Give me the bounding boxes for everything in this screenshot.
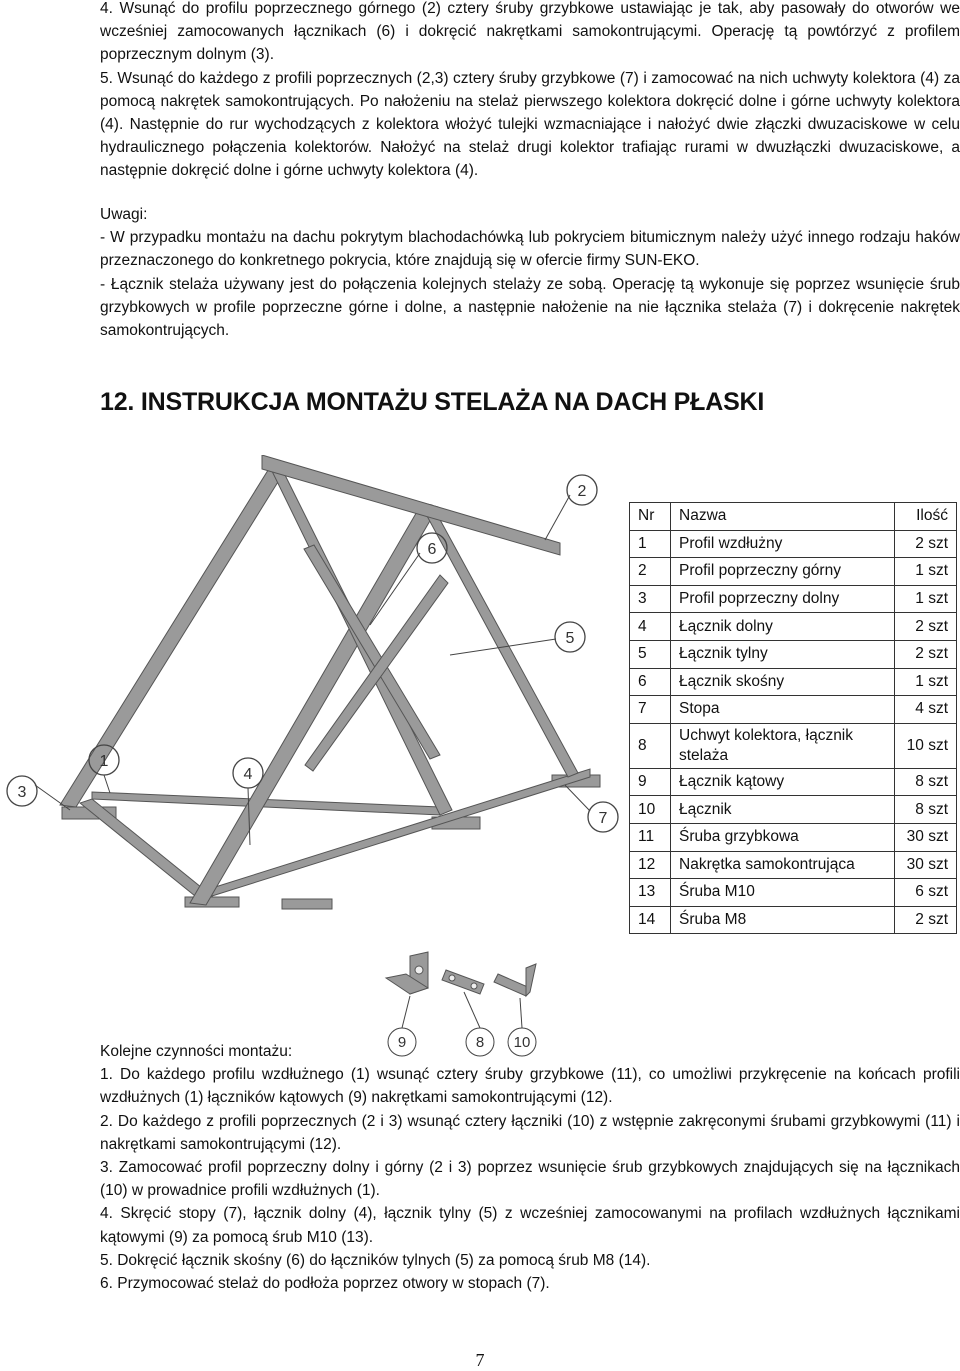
notes-heading: Uwagi: xyxy=(100,206,148,223)
figure-label: 6 xyxy=(427,541,437,558)
part-quantity: 8 szt xyxy=(895,796,957,824)
assembly-heading: Kolejne czynności montażu: xyxy=(100,1043,293,1060)
part-number: 12 xyxy=(630,851,671,879)
part-name: Łącznik xyxy=(671,796,895,824)
figure-label: 7 xyxy=(598,810,608,827)
part-quantity: 4 szt xyxy=(895,696,957,724)
part-quantity: 10 szt xyxy=(895,723,957,768)
part-number: 2 xyxy=(630,558,671,586)
part-number: 10 xyxy=(630,796,671,824)
assembly-step: 6. Przymocować stelaż do podłoża poprzez otwory w stopach (7). xyxy=(100,1275,550,1293)
parts-label: 8 xyxy=(475,1034,485,1051)
part-number: 3 xyxy=(630,585,671,613)
frame-diagram xyxy=(0,455,625,955)
part-quantity: 2 szt xyxy=(895,613,957,641)
assembly-step: 5. Dokręcić łącznik skośny (6) do łączników tylnych (5) za pomocą śrub M8 (14). xyxy=(100,1251,651,1269)
table-row xyxy=(630,823,957,851)
table-row xyxy=(630,585,957,613)
part-number: 13 xyxy=(630,879,671,907)
paragraph-step-4: 4. Wsunąć do profilu poprzecznego górnego (2) cztery śruby grzybkowe ustawiając je tak, aby pasowały do otworów we wcześniej zamocowanych łącznikach (6) i dokręcić nakrętkami samokontrującymi. Operację tą powtórzyć z profilem poprzecznym dolnym (3). xyxy=(100,0,960,64)
part-number: 1 xyxy=(630,530,671,558)
table-row xyxy=(630,879,957,907)
part-name: Stopa xyxy=(671,696,895,724)
part-number: 14 xyxy=(630,906,671,934)
parts-label: 9 xyxy=(397,1034,407,1051)
part-name: Profil poprzeczny górny xyxy=(671,558,895,586)
part-name: Śruba M10 xyxy=(671,879,895,907)
part-number: 5 xyxy=(630,640,671,668)
table-row xyxy=(630,668,957,696)
assembly-steps xyxy=(100,1040,960,1295)
table-row xyxy=(630,906,957,934)
part-quantity: 8 szt xyxy=(895,768,957,796)
assembly-step: 4. Skręcić stopy (7), łącznik dolny (4), łącznik tylny (5) z wcześniej zamocowanymi na profilach wzdłużnych łącznikami kątowymi (9) za pomocą śrub M10 (13). xyxy=(100,1205,960,1246)
table-row xyxy=(630,768,957,796)
part-quantity: 30 szt xyxy=(895,823,957,851)
parts-label: 10 xyxy=(513,1034,531,1051)
part-name: Łącznik tylny xyxy=(671,640,895,668)
assembly-step: 3. Zamocować profil poprzeczny dolny i górny (2 i 3) poprzez wsunięcie śrub grzybkowych znajdujących się na łącznikach (10) w prowadnice profili wzdłużnych (1). xyxy=(100,1159,960,1200)
table-row xyxy=(630,530,957,558)
part-name: Profil wzdłużny xyxy=(671,530,895,558)
part-name: Śruba grzybkowa xyxy=(671,823,895,851)
paragraph-step-5: 5. Wsunąć do każdego z profili poprzecznych (2,3) cztery śruby grzybkowe (7) i zamocować na nich uchwyty kolektora (4) za pomocą nakrętek samokontrujących. Po nałożeniu na stelaż pierwszego kolektora dokręcić dolne i górne uchwyty kolektora (4). Następnie do rur wychodzących z kolektora włożyć tulejki wzmacniające i nałożyć dwie złączki dwuzaciskowe w celu hydraulicznego połączenia kolektorów. Nałożyć na stelaż drugi kolektor trafiając rurami w dwuzłączki dwuzaciskowe, a następnie dokręcić dolne i górne uchwyty kolektora (4). xyxy=(100,69,960,180)
part-quantity: 2 szt xyxy=(895,906,957,934)
notes-section xyxy=(100,203,960,342)
table-row xyxy=(630,851,957,879)
part-quantity: 1 szt xyxy=(895,585,957,613)
page-number: 7 xyxy=(475,1350,485,1370)
assembly-step: 2. Do każdego z profili poprzecznych (2 i 3) wsunąć cztery łączniki (10) z wstępnie zakręconymi śrubami grzybkowymi (11) i nakrętkami samokontrującymi (12). xyxy=(100,1112,960,1153)
part-quantity: 1 szt xyxy=(895,668,957,696)
table-row xyxy=(630,723,957,768)
part-number: 11 xyxy=(630,823,671,851)
part-quantity: 2 szt xyxy=(895,640,957,668)
table-header-row xyxy=(630,503,957,531)
part-number: 8 xyxy=(630,723,671,768)
table-row xyxy=(630,613,957,641)
note-item: - W przypadku montażu na dachu pokrytym blachodachówką lub pokryciem bitumicznym należy użyć innego rodzaju haków przeznaczonego do konkretnego pokrycia, które znajdują się w ofercie firmy SUN-EKO. xyxy=(100,229,960,270)
part-quantity: 6 szt xyxy=(895,879,957,907)
section-title: 12. INSTRUKCJA MONTAŻU STELAŻA NA DACH PŁASKI xyxy=(100,388,765,416)
part-quantity: 2 szt xyxy=(895,530,957,558)
figure-label: 3 xyxy=(17,784,27,801)
part-number: 4 xyxy=(630,613,671,641)
note-item: - Łącznik stelaża używany jest do połączenia kolejnych stelaży ze sobą. Operację tą wykonuje się poprzez wsunięcie śrub grzybkowych w profile poprzeczne górne i dolne, a następnie nałożenie na nie łącznika stelaża (7) i dokręcenie nakrętek samokontrujących. xyxy=(100,275,960,340)
figure-label: 5 xyxy=(565,630,575,647)
part-name: Łącznik dolny xyxy=(671,613,895,641)
assembly-step: 1. Do każdego profilu wzdłużnego (1) wsunąć cztery śruby grzybkowe (11), co umożliwi przykręcenie na końcach profili wzdłużnych (1) łączników kątowych (9) nakrętkami samokontrującymi (12). xyxy=(100,1066,960,1107)
part-number: 7 xyxy=(630,696,671,724)
part-name: Łącznik skośny xyxy=(671,668,895,696)
part-name: Nakrętka samokontrująca xyxy=(671,851,895,879)
part-name: Profil poprzeczny dolny xyxy=(671,585,895,613)
part-name: Uchwyt kolektora, łącznik stelaża xyxy=(671,723,895,768)
part-name: Śruba M8 xyxy=(671,906,895,934)
header-nr: Nr xyxy=(630,503,671,531)
table-row xyxy=(630,696,957,724)
table-row xyxy=(630,640,957,668)
figure-label: 1 xyxy=(99,753,109,770)
parts-table xyxy=(629,502,957,934)
part-name: Łącznik kątowy xyxy=(671,768,895,796)
header-qty: Ilość xyxy=(895,503,957,531)
table-row xyxy=(630,796,957,824)
part-number: 9 xyxy=(630,768,671,796)
table-row xyxy=(630,558,957,586)
part-quantity: 30 szt xyxy=(895,851,957,879)
part-quantity: 1 szt xyxy=(895,558,957,586)
figure-label: 4 xyxy=(243,766,253,783)
figure-label: 2 xyxy=(577,483,587,500)
part-number: 6 xyxy=(630,668,671,696)
intro-text xyxy=(100,0,960,183)
header-name: Nazwa xyxy=(671,503,895,531)
